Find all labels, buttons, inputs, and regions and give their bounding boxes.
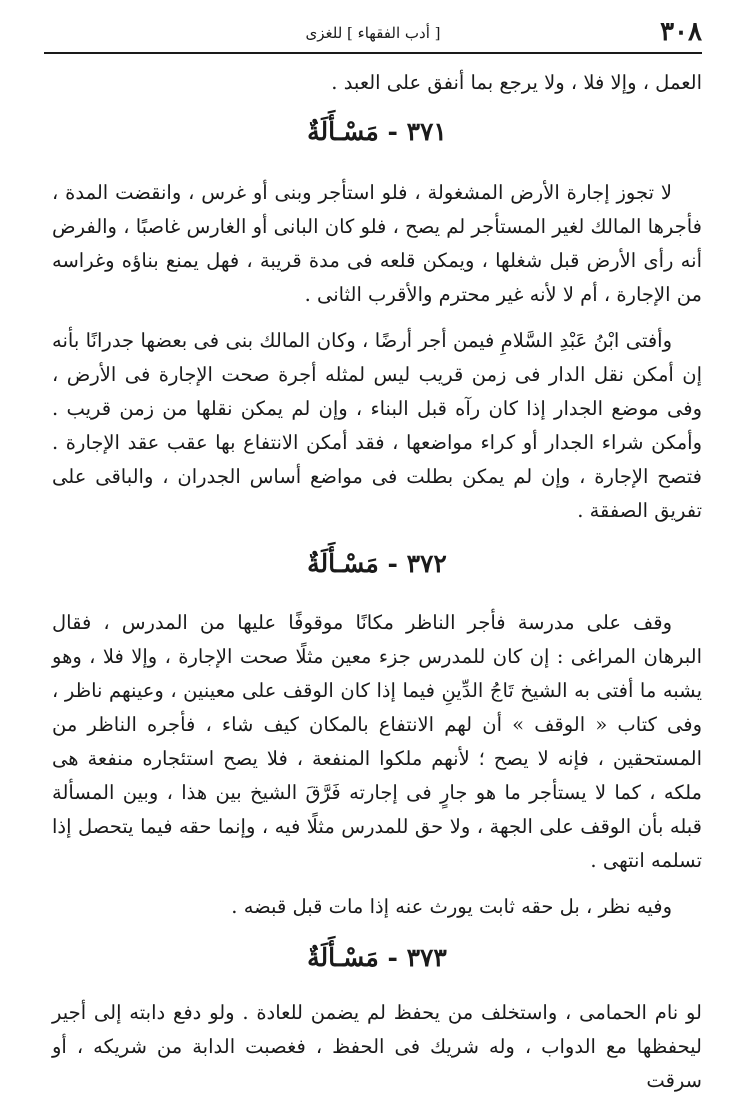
section-heading-373: ٣٧٣ - مَسْـأَلَةٌ bbox=[307, 943, 447, 972]
running-header bbox=[44, 16, 702, 54]
page-body bbox=[52, 66, 702, 1098]
section-heading-371: ٣٧١ - مَسْـأَلَةٌ bbox=[307, 117, 447, 146]
paragraph-372-2: وفيه نظر ، بل حقه ثابت يورث عنه إذا مات قبل قبضه . bbox=[231, 895, 672, 918]
section-heading-372: ٣٧٢ - مَسْـأَلَةٌ bbox=[307, 549, 447, 578]
page-number: ٣٠٨ bbox=[660, 17, 702, 47]
paragraph-371-1: لا تجوز إجارة الأرض المشغولة ، فلو استأجر وبنى أو غرس ، وانقضت المدة ، فأجرها المالك لغير المستأجر لم يصح ، فلو كان البانى أو الغارس غاصبًا ، والفرض أنه رأى الأرض قبل شغلها ، ويمكن قلعه فى مدة قريبة ، فهل يمنع بناؤه وغراسه من الإجارة ، أم لا لأنه غير محترم والأقرب الثانى . bbox=[52, 181, 702, 306]
paragraph-371-2: وأفتى ابْنُ عَبْدِ السَّلامِ فيمن أجر أرضًا ، وكان المالك بنى فى بعضها جدرانًا بأنه إن أمكن نقل الدار فى زمن قريب ليس لمثله أجرة صحت الإجارة فى الأرض ، وفى موضع الجدار إذا كان رآه قبل البناء ، وإن لم يمكن نقلها من زمن قريب . وأمكن شراء الجدار أو كراء مواضعها ، فقد أمكن الانتفاع بها عقب عقد الإجارة . فتصح الإجارة ، وإن لم يمكن بطلت فى مواضع أساس الجدران ، والباقى على تفريق الصفقة . bbox=[52, 329, 702, 522]
paragraph-372-1: وقف على مدرسة فأجر الناظر مكانًا موقوفًا عليها من المدرس ، فقال البرهان المراغى : إن كان للمدرس جزء معين مثلًا صحت الإجارة ، وإلا فلا ، وهو يشبه ما أفتى به الشيخ تَاجُ الدِّينِ فيما إذا كان الوقف على معينين ، وعينهم ناظر ، وفى كتاب « الوقف » أن لهم الانتفاع بالمكان كيف شاء ، فأجره الناظر من المستحقين ، فإنه لا يصح ؛ لأنهم ملكوا المنفعة ، فلا يصح استئجاره منفعة هى ملكه ، كما لا يستأجر ما هو جارٍ فى إجارته فَرَّقَ الشيخ بين هذا ، وبين المسألة قبله بأن الوقف على الجهة ، ولا حق للمدرس مثلًا فيه ، وإنما حقه فيما يتحصل إذا تسلمه انتهى . bbox=[52, 611, 702, 872]
book-title: [ أدب الفقهاء ] للغزى bbox=[305, 24, 441, 42]
paragraph-373-1: لو نام الحمامى ، واستخلف من يحفظ لم يضمن للعادة . ولو دفع دابته إلى أجير ليحفظها مع الدواب ، وله شريك فى الحفظ ، فغصبت الدابة من شريكه ، أو سرقت bbox=[52, 1001, 703, 1092]
intro-paragraph: العمل ، وإلا فلا ، ولا يرجع بما أنفق على العبد . bbox=[331, 71, 702, 94]
